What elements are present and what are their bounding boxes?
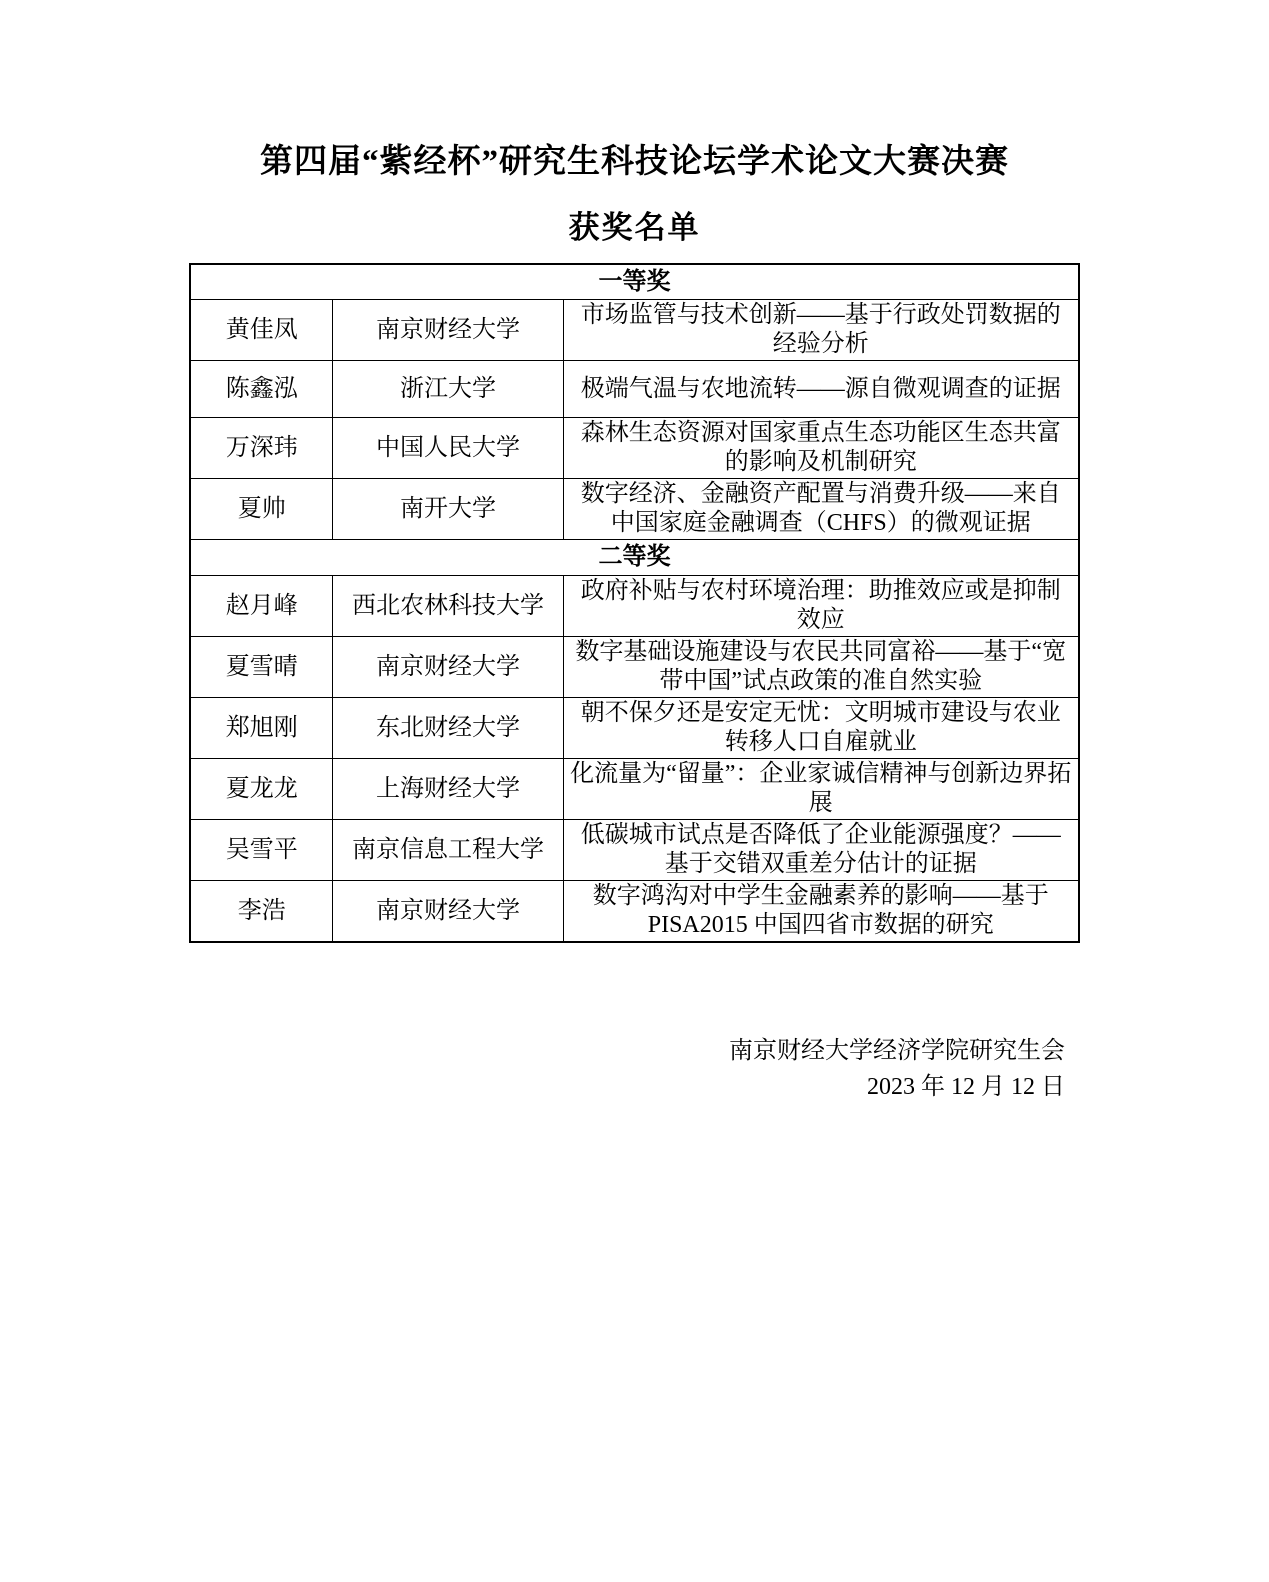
table-row bbox=[190, 881, 1078, 943]
winner-name-cell: 黄佳凤 bbox=[190, 300, 332, 361]
winner-name-cell: 夏龙龙 bbox=[190, 759, 332, 820]
paper-title-cell: 朝不保夕还是安定无忧：文明城市建设与农业转移人口自雇就业 bbox=[563, 698, 1078, 759]
winner-name-cell: 吴雪平 bbox=[190, 820, 332, 881]
paper-title-cell: 数字鸿沟对中学生金融素养的影响——基于 PISA2015 中国四省市数据的研究 bbox=[563, 881, 1078, 943]
university-cell: 南京财经大学 bbox=[332, 881, 563, 943]
paper-title-cell: 数字基础设施建设与农民共同富裕——基于“宽带中国”试点政策的准自然实验 bbox=[563, 637, 1078, 698]
university-cell: 上海财经大学 bbox=[332, 759, 563, 820]
document-subtitle: 获奖名单 bbox=[568, 209, 701, 245]
document-footer bbox=[0, 1033, 1269, 1105]
winner-name-cell: 夏雪晴 bbox=[190, 637, 332, 698]
prize-section-header: 一等奖 bbox=[190, 264, 1078, 300]
table-row bbox=[190, 698, 1078, 759]
prize-section-row bbox=[190, 540, 1078, 576]
footer-organization: 南京财经大学经济学院研究生会 bbox=[729, 1038, 1065, 1065]
table-row bbox=[190, 820, 1078, 881]
table-row bbox=[190, 576, 1078, 637]
winner-name-cell: 李浩 bbox=[190, 881, 332, 943]
paper-title-cell: 市场监管与技术创新——基于行政处罚数据的经验分析 bbox=[563, 300, 1078, 361]
winner-name-cell: 夏帅 bbox=[190, 479, 332, 540]
paper-title-cell: 极端气温与农地流转——源自微观调查的证据 bbox=[563, 361, 1078, 418]
university-cell: 南京财经大学 bbox=[332, 637, 563, 698]
footer-date: 2023 年 12 月 12 日 bbox=[867, 1074, 1065, 1101]
winner-name-cell: 万深玮 bbox=[190, 418, 332, 479]
table-row bbox=[190, 479, 1078, 540]
document-title: 第四届“紫经杯”研究生科技论坛学术论文大赛决赛 bbox=[260, 144, 1009, 180]
prize-section-header: 二等奖 bbox=[190, 540, 1078, 576]
university-cell: 中国人民大学 bbox=[332, 418, 563, 479]
university-cell: 南开大学 bbox=[332, 479, 563, 540]
university-cell: 南京信息工程大学 bbox=[332, 820, 563, 881]
paper-title-cell: 低碳城市试点是否降低了企业能源强度？——基于交错双重差分估计的证据 bbox=[563, 820, 1078, 881]
winner-name-cell: 郑旭刚 bbox=[190, 698, 332, 759]
table-row bbox=[190, 759, 1078, 820]
award-table bbox=[189, 263, 1079, 944]
table-row bbox=[190, 418, 1078, 479]
table-row bbox=[190, 361, 1078, 418]
table-row bbox=[190, 300, 1078, 361]
paper-title-cell: 化流量为“留量”：企业家诚信精神与创新边界拓展 bbox=[563, 759, 1078, 820]
winner-name-cell: 陈鑫泓 bbox=[190, 361, 332, 418]
paper-title-cell: 政府补贴与农村环境治理：助推效应或是抑制效应 bbox=[563, 576, 1078, 637]
university-cell: 东北财经大学 bbox=[332, 698, 563, 759]
paper-title-cell: 数字经济、金融资产配置与消费升级——来自中国家庭金融调查（CHFS）的微观证据 bbox=[563, 479, 1078, 540]
university-cell: 浙江大学 bbox=[332, 361, 563, 418]
paper-title-cell: 森林生态资源对国家重点生态功能区生态共富的影响及机制研究 bbox=[563, 418, 1078, 479]
university-cell: 西北农林科技大学 bbox=[332, 576, 563, 637]
table-row bbox=[190, 637, 1078, 698]
university-cell: 南京财经大学 bbox=[332, 300, 563, 361]
winner-name-cell: 赵月峰 bbox=[190, 576, 332, 637]
prize-section-row bbox=[190, 264, 1078, 300]
